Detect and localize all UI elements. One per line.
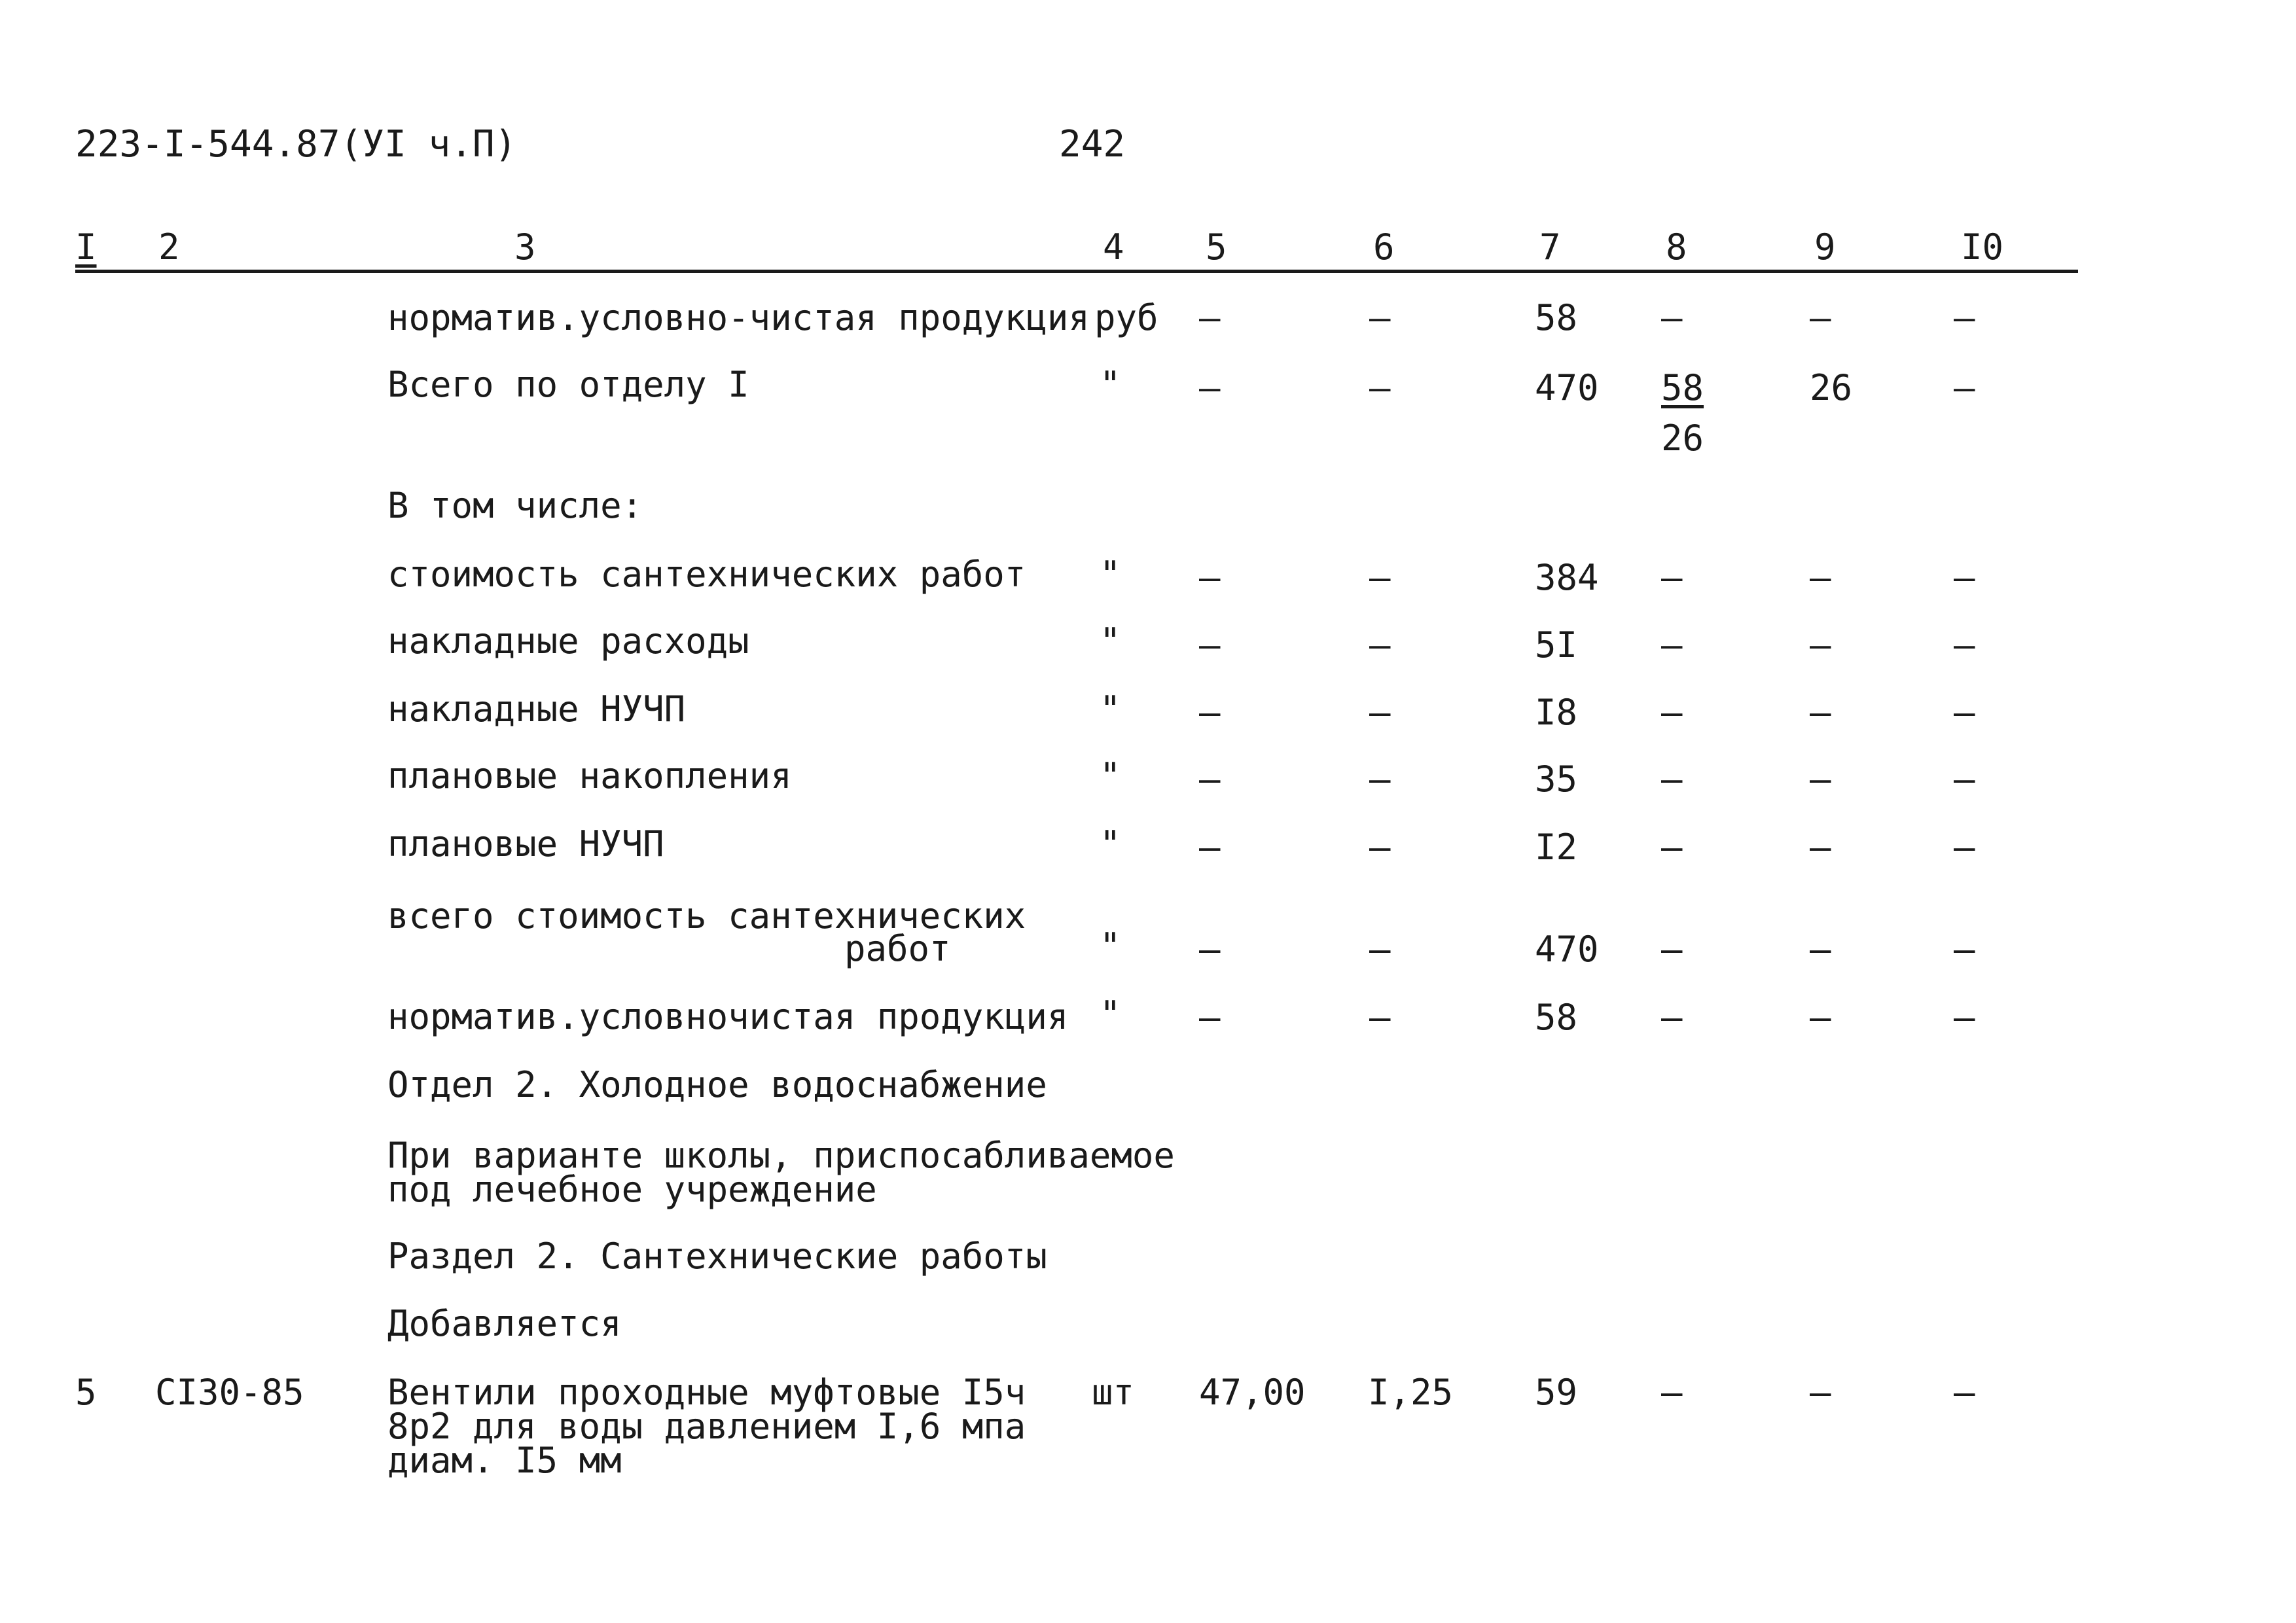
row-7-c5: – [1199, 827, 1221, 868]
row-1-c6: – [1369, 367, 1391, 408]
row-13-description: Добавляется [387, 1303, 622, 1344]
row-9-c5: – [1199, 997, 1221, 1038]
row-5-c10: – [1954, 692, 1975, 733]
row-1-unit: " [1100, 364, 1121, 405]
row-6-c5: – [1199, 758, 1221, 800]
row-3-c5: – [1199, 557, 1221, 598]
row-9-c8: – [1661, 997, 1683, 1038]
row-14-c7: 59 [1535, 1372, 1578, 1413]
row-5-c5: – [1199, 692, 1221, 733]
row-9-unit: " [1100, 993, 1121, 1035]
row-8-unit: " [1100, 925, 1121, 967]
row-8-c7: 470 [1535, 929, 1599, 970]
row-3-description: стоимость сантехнических работ [387, 554, 1026, 595]
row-11-line1: При варианте школы, приспосабливаемое [387, 1135, 1175, 1176]
row-14-c1: 5 [75, 1372, 97, 1413]
header-rule [75, 270, 2078, 273]
row-11-line2: под лечебное учреждение [387, 1169, 877, 1210]
document-code: 223-I-544.87(УI ч.П) [75, 123, 517, 166]
row-6-c6: – [1369, 758, 1391, 800]
row-14-c9: – [1810, 1372, 1831, 1413]
row-9-c6: – [1369, 997, 1391, 1038]
row-1-c10: – [1954, 367, 1975, 408]
row-3-c6: – [1369, 557, 1391, 598]
row-9-c10: – [1954, 997, 1975, 1038]
col-header-7: 7 [1539, 226, 1561, 268]
row-1-c9: 26 [1810, 367, 1853, 408]
row-14-description-line1: Вентили проходные муфтовые I5ч [387, 1372, 1026, 1413]
row-5-unit: " [1100, 688, 1121, 730]
row-1-c7: 470 [1535, 367, 1599, 408]
row-0-c7: 58 [1535, 297, 1578, 338]
row-14-description-line2: 8р2 для воды давлением I,6 мпа [387, 1406, 1026, 1447]
row-1-c5: – [1199, 367, 1221, 408]
row-8-c5: – [1199, 929, 1221, 970]
row-6-c8: – [1661, 758, 1683, 800]
row-7-c9: – [1810, 827, 1831, 868]
row-0-unit: руб [1094, 297, 1158, 338]
row-14-c10: – [1954, 1372, 1975, 1413]
row-5-c8: – [1661, 692, 1683, 733]
row-9-c9: – [1810, 997, 1831, 1038]
row-9-description: норматив.условночистая продукция [387, 996, 1069, 1037]
col-header-9: 9 [1814, 226, 1836, 268]
row-14-c6: I,25 [1368, 1372, 1454, 1413]
row-14-description-line3: диам. I5 мм [387, 1440, 622, 1481]
row-1-description: Всего по отделу I [387, 364, 749, 405]
row-4-unit: " [1100, 620, 1121, 662]
row-4-c10: – [1954, 624, 1975, 666]
col-header-4: 4 [1103, 226, 1124, 268]
row-8-c6: – [1369, 929, 1391, 970]
page-number: 242 [1059, 123, 1126, 166]
col-header-2: 2 [158, 226, 180, 268]
row-1-c8-numerator: 58 [1661, 367, 1704, 408]
row-3-c9: – [1810, 557, 1831, 598]
row-9-c7: 58 [1535, 997, 1578, 1038]
col-header-10: I0 [1961, 226, 2004, 268]
row-8-c10: – [1954, 929, 1975, 970]
row-0-c8: – [1661, 297, 1683, 338]
row-0-c6: – [1369, 297, 1391, 338]
row-14-code: CI30-85 [155, 1372, 304, 1413]
row-7-c10: – [1954, 827, 1975, 868]
row-3-unit: " [1100, 554, 1121, 595]
row-4-c6: – [1369, 624, 1391, 666]
row-0-c10: – [1954, 297, 1975, 338]
row-1-c8-denominator: 26 [1661, 418, 1704, 459]
row-8-description-line1: всего стоимость сантехнических [387, 895, 1026, 936]
row-7-description: плановые НУЧП [387, 823, 664, 865]
row-3-c8: – [1661, 557, 1683, 598]
row-5-description: накладные НУЧП [387, 688, 686, 730]
row-7-c8: – [1661, 827, 1683, 868]
row-4-c7: 5I [1535, 624, 1578, 666]
row-8-c9: – [1810, 929, 1831, 970]
section-heading-razdel-2: Раздел 2. Сантехнические работы [387, 1236, 1047, 1277]
row-0-description: норматив.условно-чистая продукция [387, 297, 1090, 338]
row-8-c8: – [1661, 929, 1683, 970]
row-14-c8: – [1661, 1372, 1683, 1413]
row-2-description: В том числе: [387, 485, 643, 526]
row-6-unit: " [1100, 755, 1121, 796]
row-0-c9: – [1810, 297, 1831, 338]
col-header-3: 3 [514, 226, 536, 268]
row-6-c9: – [1810, 758, 1831, 800]
row-5-c9: – [1810, 692, 1831, 733]
col-header-5: 5 [1206, 226, 1227, 268]
row-3-c10: – [1954, 557, 1975, 598]
col-header-6: 6 [1373, 226, 1395, 268]
row-6-c7: 35 [1535, 758, 1578, 800]
row-5-c6: – [1369, 692, 1391, 733]
row-4-c8: – [1661, 624, 1683, 666]
row-14-unit: шт [1092, 1372, 1135, 1413]
row-3-c7: 384 [1535, 557, 1599, 598]
row-4-description: накладные расходы [387, 620, 749, 662]
row-6-description: плановые накопления [387, 755, 792, 796]
col-header-1: I [75, 226, 97, 268]
row-4-c9: – [1810, 624, 1831, 666]
row-6-c10: – [1954, 758, 1975, 800]
row-8-description-line2: работ [844, 928, 951, 969]
section-heading-otdel-2: Отдел 2. Холодное водоснабжение [387, 1064, 1047, 1105]
col-header-8: 8 [1666, 226, 1687, 268]
row-7-c7: I2 [1535, 827, 1578, 868]
row-5-c7: I8 [1535, 692, 1578, 733]
row-4-c5: – [1199, 624, 1221, 666]
row-7-unit: " [1100, 823, 1121, 865]
row-0-c5: – [1199, 297, 1221, 338]
row-7-c6: – [1369, 827, 1391, 868]
row-14-c5: 47,00 [1199, 1372, 1306, 1413]
